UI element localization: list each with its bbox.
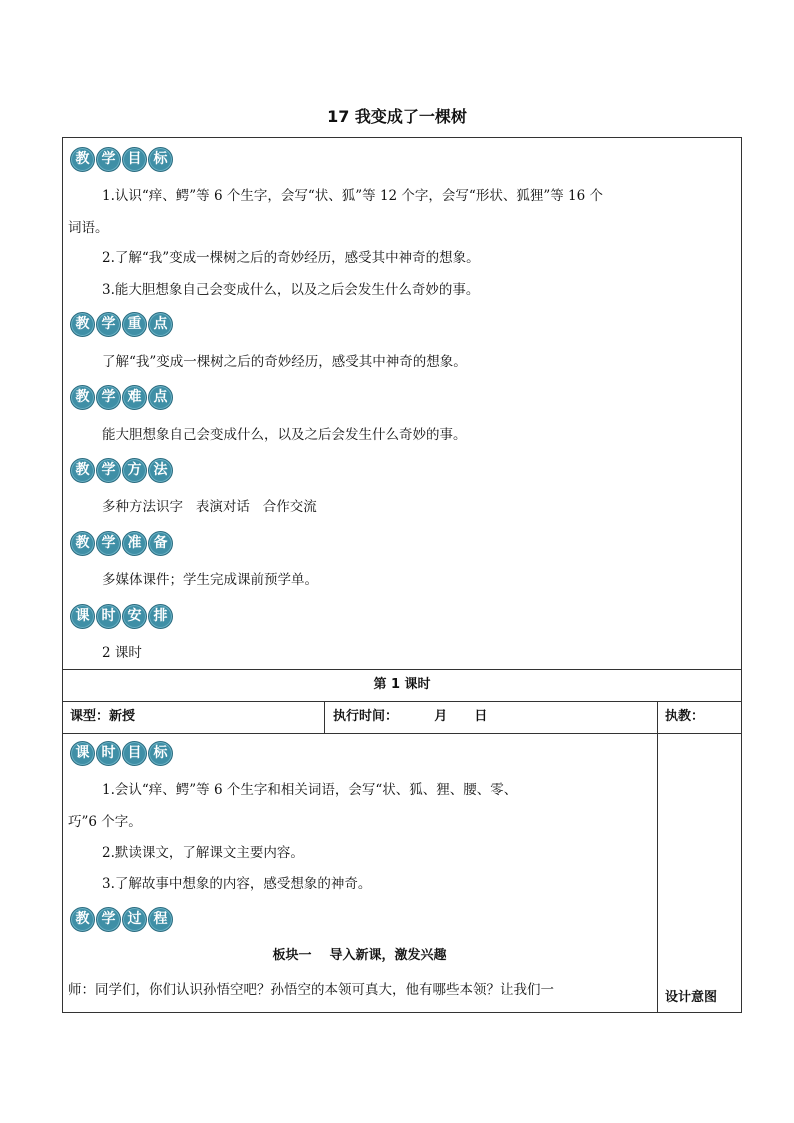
table-divider <box>62 733 742 734</box>
table-divider <box>62 669 742 670</box>
heading-char: 课 <box>70 741 95 766</box>
key-points-text: 了解“我”变成一棵树之后的奇妙经历，感受其中神奇的想象。 <box>102 354 467 370</box>
teacher-label: 执教： <box>665 709 705 724</box>
heading-char: 教 <box>70 531 95 556</box>
heading-char: 程 <box>148 907 173 932</box>
heading-char: 过 <box>122 907 147 932</box>
difficulties-heading <box>70 385 173 411</box>
heading-char: 学 <box>96 458 121 483</box>
key-points-heading <box>70 312 173 338</box>
lesson-goal-line-3: 3.了解故事中想象的内容，感受想象的神奇。 <box>102 876 372 892</box>
heading-char: 教 <box>70 385 95 410</box>
heading-char: 法 <box>148 458 173 483</box>
heading-char: 教 <box>70 312 95 337</box>
heading-char: 准 <box>122 531 147 556</box>
difficulties-text: 能大胆想象自己会变成什么，以及之后会发生什么奇妙的事。 <box>102 427 467 443</box>
goal-line-2: 2.了解“我”变成一棵树之后的奇妙经历，感受其中神奇的想象。 <box>102 250 480 266</box>
heading-char: 方 <box>122 458 147 483</box>
heading-char: 学 <box>96 907 121 932</box>
heading-char: 安 <box>122 604 147 629</box>
goal-line-3: 3.能大胆想象自己会变成什么，以及之后会发生什么奇妙的事。 <box>102 282 480 298</box>
heading-char: 时 <box>96 604 121 629</box>
heading-char: 学 <box>96 531 121 556</box>
goals-heading <box>70 147 173 173</box>
heading-char: 教 <box>70 458 95 483</box>
lesson-type: 课型：新授 <box>70 709 136 724</box>
heading-char: 学 <box>96 312 121 337</box>
design-intent-label: 设计意图 <box>665 990 718 1005</box>
heading-char: 排 <box>148 604 173 629</box>
table-divider <box>324 701 325 733</box>
heading-char: 难 <box>122 385 147 410</box>
lesson-goals-heading <box>70 741 173 767</box>
heading-char: 重 <box>122 312 147 337</box>
process-text: 师：同学们，你们认识孙悟空吧？孙悟空的本领可真大，他有哪些本领？让我们一 <box>68 982 554 998</box>
heading-char: 课 <box>70 604 95 629</box>
execution-time: 执行时间： 月 日 <box>333 709 488 724</box>
heading-char: 教 <box>70 907 95 932</box>
heading-char: 教 <box>70 147 95 172</box>
heading-char: 目 <box>122 741 147 766</box>
lesson-header: 第 1 课时 <box>373 677 431 692</box>
heading-char: 备 <box>148 531 173 556</box>
preparation-text: 多媒体课件；学生完成课前预学单。 <box>102 572 318 588</box>
heading-char: 学 <box>96 147 121 172</box>
heading-char: 标 <box>148 147 173 172</box>
preparation-heading <box>70 531 173 557</box>
heading-char: 点 <box>148 312 173 337</box>
block-title: 板块一 导入新课，激发兴趣 <box>272 948 447 963</box>
schedule-heading <box>70 604 173 630</box>
heading-char: 学 <box>96 385 121 410</box>
goal-line-1-cont: 词语。 <box>68 220 109 236</box>
heading-char: 标 <box>148 741 173 766</box>
heading-char: 目 <box>122 147 147 172</box>
lesson-goal-line-1: 1.会认“痒、鳄”等 6 个生字和相关词语，会写“状、狐、狸、腰、零、 <box>102 782 518 798</box>
heading-char: 点 <box>148 385 173 410</box>
table-divider <box>657 701 658 1013</box>
lesson-goal-line-1-cont: 巧”6 个字。 <box>68 814 142 830</box>
schedule-text: 2 课时 <box>102 645 142 661</box>
document-title: 17 我变成了一棵树 <box>327 107 467 126</box>
lesson-goal-line-2: 2.默读课文，了解课文主要内容。 <box>102 845 304 861</box>
process-heading <box>70 907 173 933</box>
methods-text: 多种方法识字 表演对话 合作交流 <box>102 499 317 515</box>
heading-char: 时 <box>96 741 121 766</box>
table-divider <box>62 701 742 702</box>
methods-heading <box>70 458 173 484</box>
goal-line-1: 1.认识“痒、鳄”等 6 个生字，会写“状、狐”等 12 个字，会写“形状、狐狸”等 16 个 <box>102 188 603 204</box>
